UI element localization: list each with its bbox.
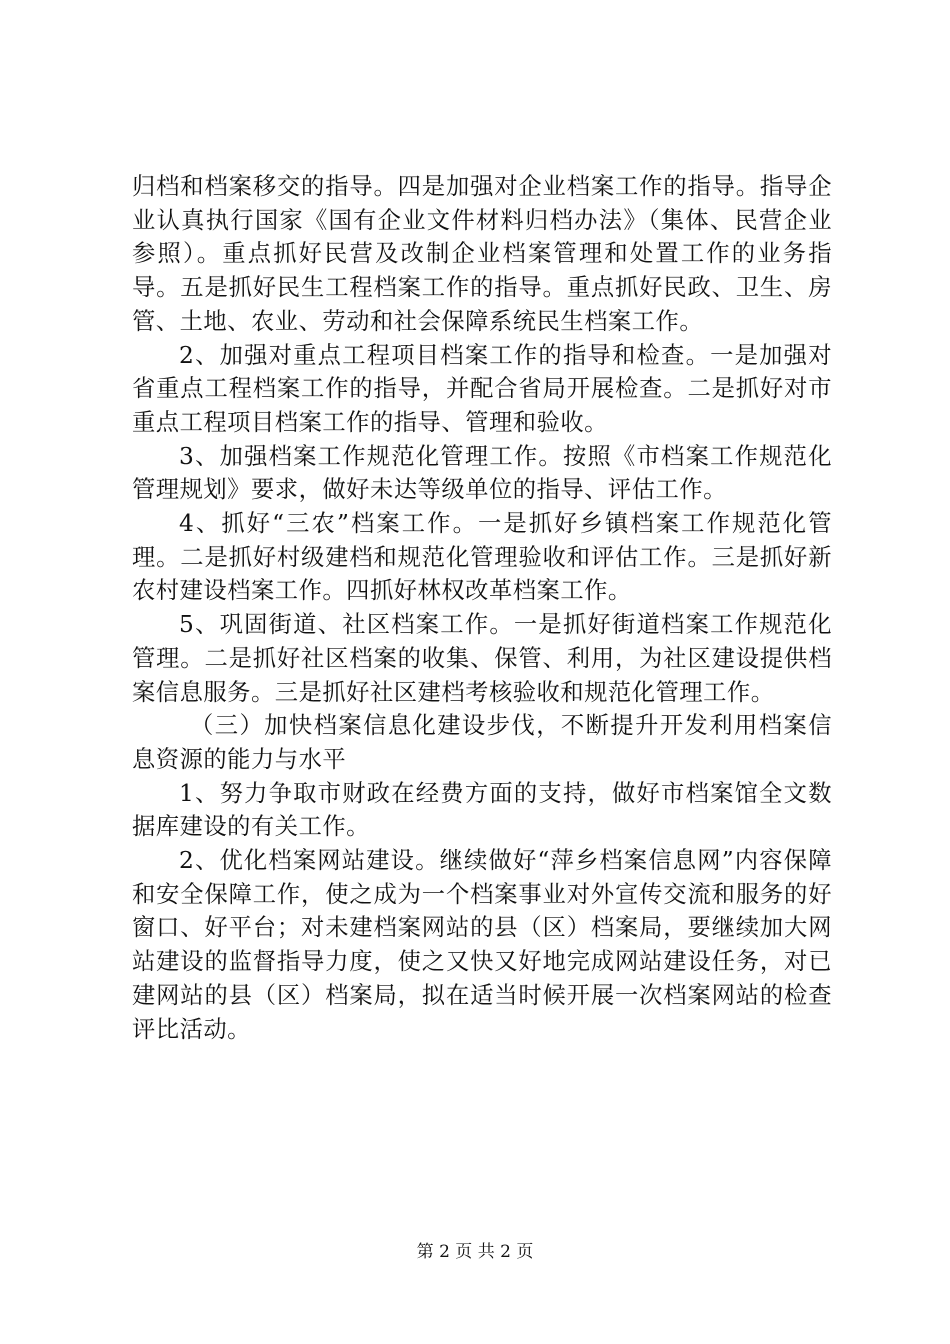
section-heading-informatization: （三）加快档案信息化建设步伐，不断提升开发利用档案信息资源的能力与水平 [132,712,832,773]
paragraph-archive-guidance-continued: 归档和档案移交的指导。四是加强对企业档案工作的指导。指导企业认真执行国家《国有企业文件材料归档办法》（集体、民营企业参照）。重点抓好民营及改制企业档案管理和处置工作的业务指导。五是抓好民生工程档案工作的指导。重点抓好民政、卫生、房管、土地、农业、劳动和社会保障系统民生档案工作。 [132,173,832,335]
paragraph-item-5-community-archives: 5、巩固街道、社区档案工作。一是抓好街道档案工作规范化管理。二是抓好社区档案的收集、保管、利用，为社区建设提供档案信息服务。三是抓好社区建档考核验收和规范化管理工作。 [132,611,832,706]
document-body [132,170,832,1046]
paragraph-item-2-website: 2、优化档案网站建设。继续做好“萍乡档案信息网”内容保障和安全保障工作，使之成为一个档案事业对外宣传交流和服务的好窗口、好平台；对未建档案网站的县（区）档案局，要继续加大网站建设的监督指导力度，使之又快又好地完成网站建设任务，对已建网站的县（区）档案局，拟在适当时候开展一次档案网站的检查评比活动。 [132,847,832,1043]
page-number-footer: 第 2 页 共 2 页 [416,1242,534,1262]
paragraph-item-3-standardization: 3、加强档案工作规范化管理工作。按照《市档案工作规范化管理规划》要求，做好未达等级单位的指导、评估工作。 [132,442,832,504]
paragraph-item-2-key-projects: 2、加强对重点工程项目档案工作的指导和检查。一是加强对省重点工程档案工作的指导，并配合省局开展检查。二是抓好对市重点工程项目档案工作的指导、管理和验收。 [132,341,832,436]
paragraph-item-1-funding: 1、努力争取市财政在经费方面的支持，做好市档案馆全文数据库建设的有关工作。 [132,779,832,841]
paragraph-item-4-rural-archives: 4、抓好“三农”档案工作。一是抓好乡镇档案工作规范化管理。二是抓好村级建档和规范化管理验收和评估工作。三是抓好新农村建设档案工作。四抓好林权改革档案工作。 [132,510,832,605]
